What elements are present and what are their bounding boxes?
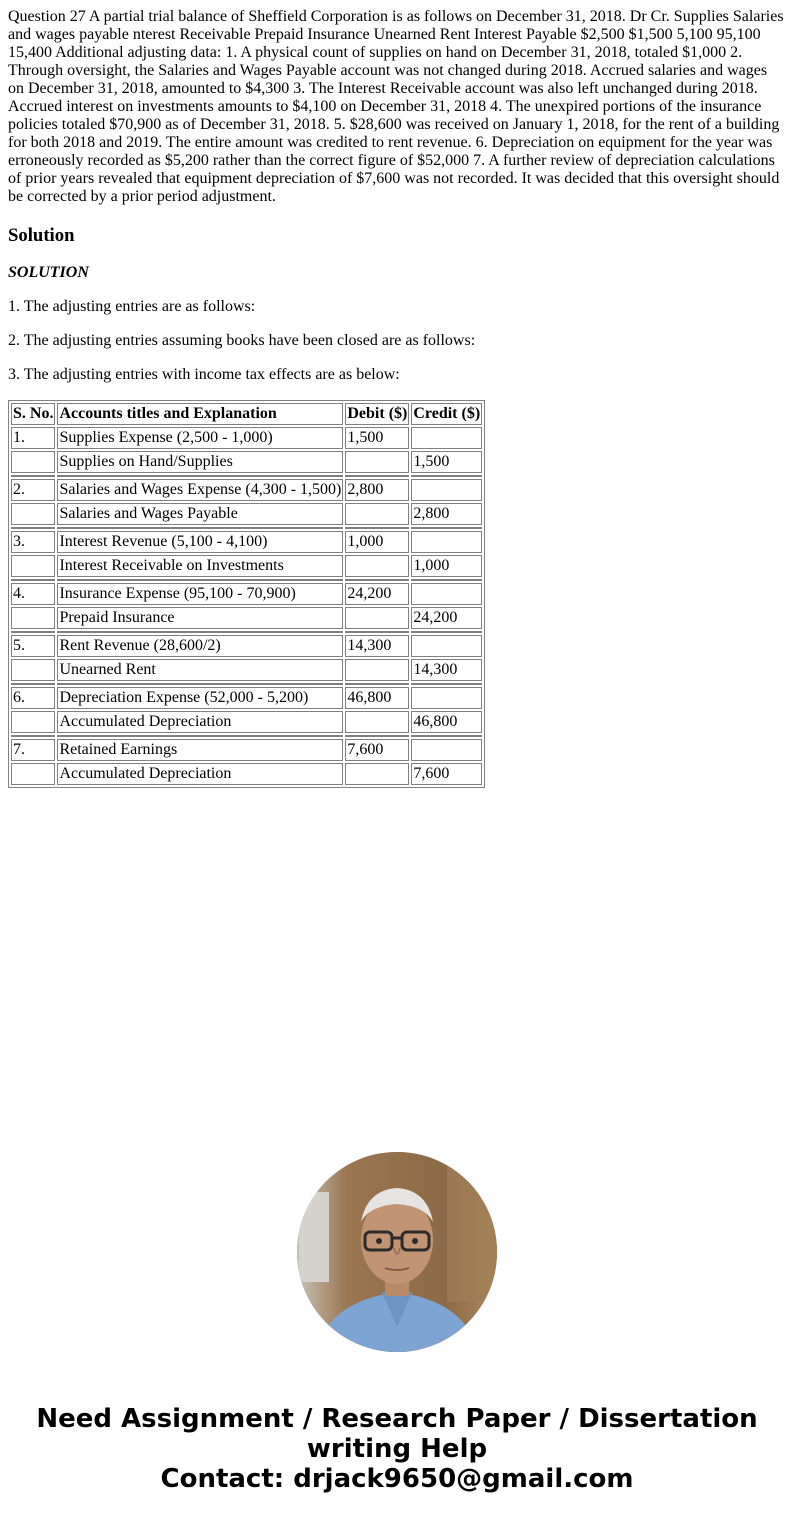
header-accounts: Accounts titles and Explanation	[57, 403, 343, 425]
credit-amount-cell: 24,200	[411, 607, 482, 629]
credit-amount-cell: 1,500	[411, 451, 482, 473]
separator-cell	[57, 527, 343, 529]
debit-account-cell: Depreciation Expense (52,000 - 5,200)	[57, 687, 343, 709]
credit-amount-cell: 46,800	[411, 711, 482, 733]
serial-no-cell: 2.	[11, 479, 55, 501]
serial-no-cell: 3.	[11, 531, 55, 553]
empty-serial-cell	[11, 555, 55, 577]
serial-no-cell: 5.	[11, 635, 55, 657]
serial-no-cell: 1.	[11, 427, 55, 449]
promo-section	[0, 1152, 794, 1494]
credit-account-cell: Accumulated Depreciation	[57, 763, 343, 785]
empty-debit-cell	[345, 711, 409, 733]
separator-cell	[411, 527, 482, 529]
empty-debit-cell	[345, 659, 409, 681]
empty-serial-cell	[11, 763, 55, 785]
empty-debit-cell	[345, 451, 409, 473]
promo-line-1: Need Assignment / Research Paper / Dissertation	[36, 1404, 758, 1434]
empty-debit-cell	[345, 607, 409, 629]
table-row	[11, 583, 482, 605]
empty-serial-cell	[11, 503, 55, 525]
table-row	[11, 427, 482, 449]
entry-separator	[11, 579, 482, 581]
separator-cell	[411, 579, 482, 581]
separator-cell	[57, 475, 343, 477]
step-2-text: 2. The adjusting entries assuming books have been closed are as follows:	[8, 332, 476, 349]
solution-heading: Solution	[8, 225, 75, 246]
credit-account-cell: Interest Receivable on Investments	[57, 555, 343, 577]
debit-account-cell: Rent Revenue (28,600/2)	[57, 635, 343, 657]
separator-cell	[11, 631, 55, 633]
entry-separator	[11, 631, 482, 633]
separator-cell	[345, 475, 409, 477]
table-header-row	[11, 403, 482, 425]
debit-amount-cell: 46,800	[345, 687, 409, 709]
promo-contact[interactable]: Contact: drjack9650@gmail.com	[160, 1464, 634, 1494]
table-row	[11, 635, 482, 657]
separator-cell	[345, 631, 409, 633]
entry-separator	[11, 735, 482, 737]
separator-cell	[11, 683, 55, 685]
credit-account-cell: Accumulated Depreciation	[57, 711, 343, 733]
empty-credit-cell	[411, 531, 482, 553]
separator-cell	[11, 475, 55, 477]
credit-amount-cell: 7,600	[411, 763, 482, 785]
serial-no-cell: 6.	[11, 687, 55, 709]
debit-amount-cell: 1,500	[345, 427, 409, 449]
separator-cell	[57, 735, 343, 737]
step-1-text: 1. The adjusting entries are as follows:	[8, 298, 256, 315]
separator-cell	[411, 631, 482, 633]
promo-text	[0, 1404, 794, 1494]
empty-serial-cell	[11, 607, 55, 629]
separator-cell	[411, 735, 482, 737]
journal-entries-table	[8, 400, 485, 788]
table-row	[11, 607, 482, 629]
serial-no-cell: 4.	[11, 583, 55, 605]
table-row	[11, 555, 482, 577]
separator-cell	[411, 475, 482, 477]
empty-credit-cell	[411, 583, 482, 605]
empty-credit-cell	[411, 427, 482, 449]
debit-amount-cell: 24,200	[345, 583, 409, 605]
credit-amount-cell: 14,300	[411, 659, 482, 681]
debit-account-cell: Insurance Expense (95,100 - 70,900)	[57, 583, 343, 605]
credit-account-cell: Unearned Rent	[57, 659, 343, 681]
table-row	[11, 479, 482, 501]
table-row	[11, 711, 482, 733]
header-credit: Credit ($)	[411, 403, 482, 425]
empty-serial-cell	[11, 451, 55, 473]
entry-separator	[11, 475, 482, 477]
table-row	[11, 531, 482, 553]
separator-cell	[11, 527, 55, 529]
debit-account-cell: Supplies Expense (2,500 - 1,000)	[57, 427, 343, 449]
debit-amount-cell: 1,000	[345, 531, 409, 553]
entry-separator	[11, 527, 482, 529]
empty-credit-cell	[411, 635, 482, 657]
debit-account-cell: Interest Revenue (5,100 - 4,100)	[57, 531, 343, 553]
question-text: Question 27 A partial trial balance of Sheffield Corporation is as follows on December 31, 2018. Dr Cr. Supplies Salaries and wages payable nterest Receivable Prepaid Insurance Unearned Rent Interest Payable $2,500 $1,500 5,100 95,100 15,400 Additional adjusting data: 1. A physical count of supplies on hand on December 31, 2018, totaled $1,000 2. Through oversight, the Salaries and Wages Payable account was not changed during 2018. Accrued salaries and wages on December 31, 2018, amounted to $4,300 3. The Interest Receivable account was also left unchanged during 2018. Accrued interest on investments amounts to $4,100 on December 31, 2018 4. The unexpired portions of the insurance policies totaled $70,900 as of December 31, 2018. 5. $28,600 was received on January 1, 2018, for the rent of a building for both 2018 and 2019. The entire amount was credited to rent revenue. 6. Depreciation on equipment for the year was erroneously recorded as $5,200 rather than the correct figure of $52,000 7. A further review of depreciation calculations of prior years revealed that equipment depreciation of $7,600 was not recorded. It was decided that this oversight should be corrected by a prior period adjustment.	[8, 8, 784, 205]
empty-credit-cell	[411, 479, 482, 501]
separator-cell	[411, 683, 482, 685]
separator-cell	[345, 735, 409, 737]
credit-account-cell: Supplies on Hand/Supplies	[57, 451, 343, 473]
credit-account-cell: Prepaid Insurance	[57, 607, 343, 629]
separator-cell	[345, 527, 409, 529]
empty-credit-cell	[411, 739, 482, 761]
separator-cell	[57, 579, 343, 581]
debit-amount-cell: 2,800	[345, 479, 409, 501]
credit-amount-cell: 1,000	[411, 555, 482, 577]
table-row	[11, 763, 482, 785]
separator-cell	[11, 735, 55, 737]
credit-account-cell: Salaries and Wages Payable	[57, 503, 343, 525]
separator-cell	[345, 683, 409, 685]
empty-debit-cell	[345, 763, 409, 785]
table-row	[11, 739, 482, 761]
separator-cell	[57, 631, 343, 633]
empty-debit-cell	[345, 503, 409, 525]
empty-serial-cell	[11, 711, 55, 733]
table-row	[11, 687, 482, 709]
entry-separator	[11, 683, 482, 685]
author-avatar	[297, 1152, 497, 1352]
separator-cell	[57, 683, 343, 685]
serial-no-cell: 7.	[11, 739, 55, 761]
debit-account-cell: Retained Earnings	[57, 739, 343, 761]
header-serial-no: S. No.	[11, 403, 55, 425]
header-debit: Debit ($)	[345, 403, 409, 425]
solution-label: SOLUTION	[8, 264, 89, 281]
empty-debit-cell	[345, 555, 409, 577]
empty-credit-cell	[411, 687, 482, 709]
credit-amount-cell: 2,800	[411, 503, 482, 525]
table-row	[11, 451, 482, 473]
debit-amount-cell: 7,600	[345, 739, 409, 761]
table-row	[11, 659, 482, 681]
promo-line-2: writing Help	[306, 1434, 488, 1464]
empty-serial-cell	[11, 659, 55, 681]
separator-cell	[345, 579, 409, 581]
author-photo-illustration	[297, 1152, 497, 1352]
debit-account-cell: Salaries and Wages Expense (4,300 - 1,500)	[57, 479, 343, 501]
step-3-text: 3. The adjusting entries with income tax effects are as below:	[8, 366, 400, 383]
table-row	[11, 503, 482, 525]
separator-cell	[11, 579, 55, 581]
debit-amount-cell: 14,300	[345, 635, 409, 657]
